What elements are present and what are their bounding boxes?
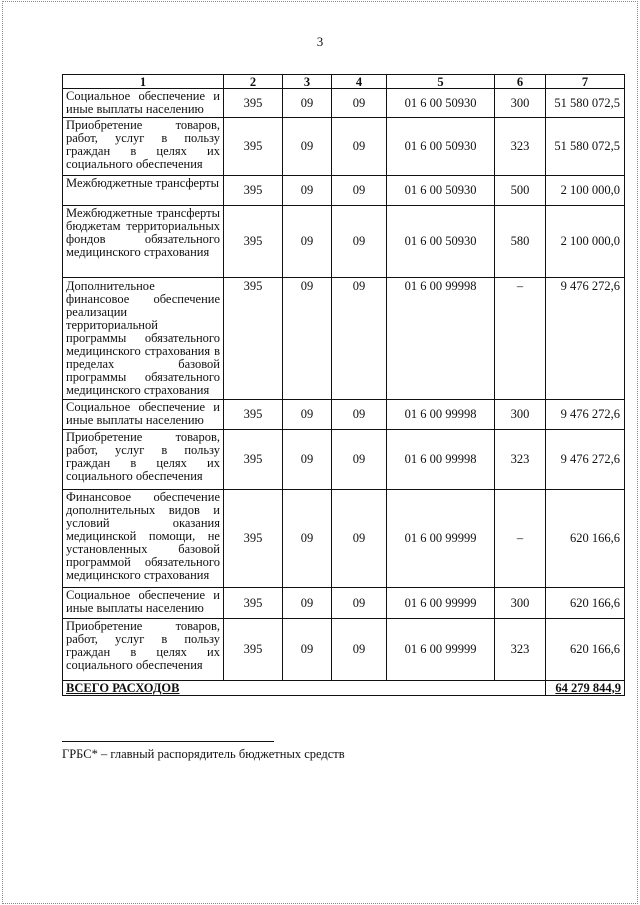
cell-expense-type: 500 bbox=[495, 176, 546, 206]
table-row bbox=[63, 430, 625, 490]
row-description: Социальное обеспечение и иные выплаты населению bbox=[63, 588, 224, 619]
budget-table bbox=[62, 74, 625, 696]
cell-amount: 620 166,6 bbox=[546, 490, 625, 588]
cell-subsection: 09 bbox=[332, 176, 387, 206]
cell-amount: 620 166,6 bbox=[546, 588, 625, 619]
cell-target-article: 01 6 00 50930 bbox=[387, 176, 495, 206]
cell-section: 09 bbox=[283, 588, 332, 619]
cell-subsection: 09 bbox=[332, 400, 387, 430]
table-row bbox=[63, 278, 625, 400]
cell-target-article: 01 6 00 99999 bbox=[387, 588, 495, 619]
table-row bbox=[63, 490, 625, 588]
cell-expense-type: – bbox=[495, 490, 546, 588]
cell-amount: 620 166,6 bbox=[546, 619, 625, 681]
cell-grbs: 395 bbox=[224, 118, 283, 176]
row-description: Межбюджетные трансферты бюджетам территориальных фондов обязательного медицинского страхования bbox=[63, 206, 224, 278]
cell-section: 09 bbox=[283, 176, 332, 206]
cell-target-article: 01 6 00 50930 bbox=[387, 89, 495, 118]
cell-amount: 9 476 272,6 bbox=[546, 430, 625, 490]
cell-target-article: 01 6 00 99998 bbox=[387, 278, 495, 400]
cell-subsection: 09 bbox=[332, 490, 387, 588]
cell-grbs: 395 bbox=[224, 278, 283, 400]
cell-expense-type: 580 bbox=[495, 206, 546, 278]
column-header: 1 bbox=[63, 75, 224, 89]
cell-grbs: 395 bbox=[224, 400, 283, 430]
cell-grbs: 395 bbox=[224, 619, 283, 681]
row-description: Межбюджетные трансферты bbox=[63, 176, 224, 206]
cell-amount: 9 476 272,6 bbox=[546, 400, 625, 430]
cell-expense-type: 300 bbox=[495, 89, 546, 118]
cell-target-article: 01 6 00 99998 bbox=[387, 430, 495, 490]
cell-subsection: 09 bbox=[332, 278, 387, 400]
column-header: 3 bbox=[283, 75, 332, 89]
cell-expense-type: 323 bbox=[495, 118, 546, 176]
row-description: Приобретение товаров, работ, услуг в пользу граждан в целях их социального обеспечения bbox=[63, 619, 224, 681]
cell-target-article: 01 6 00 99998 bbox=[387, 400, 495, 430]
cell-section: 09 bbox=[283, 89, 332, 118]
row-description: Социальное обеспечение и иные выплаты населению bbox=[63, 89, 224, 118]
cell-section: 09 bbox=[283, 490, 332, 588]
column-header: 7 bbox=[546, 75, 625, 89]
cell-grbs: 395 bbox=[224, 176, 283, 206]
table-row bbox=[63, 619, 625, 681]
cell-target-article: 01 6 00 50930 bbox=[387, 206, 495, 278]
cell-subsection: 09 bbox=[332, 89, 387, 118]
column-header: 4 bbox=[332, 75, 387, 89]
total-label: ВСЕГО РАСХОДОВ bbox=[63, 681, 546, 696]
row-description: Дополнительное финансовое обеспечение реализации территориальной программы обязательного медицинского страхования в пределах базовой программы обязательного медицинского страхования bbox=[63, 278, 224, 400]
cell-expense-type: 323 bbox=[495, 430, 546, 490]
table-row bbox=[63, 176, 625, 206]
cell-amount: 9 476 272,6 bbox=[546, 278, 625, 400]
cell-amount: 2 100 000,0 bbox=[546, 206, 625, 278]
cell-subsection: 09 bbox=[332, 206, 387, 278]
cell-expense-type: – bbox=[495, 278, 546, 400]
cell-grbs: 395 bbox=[224, 206, 283, 278]
cell-section: 09 bbox=[283, 278, 332, 400]
total-row bbox=[63, 681, 625, 696]
cell-section: 09 bbox=[283, 206, 332, 278]
cell-grbs: 395 bbox=[224, 490, 283, 588]
total-value: 64 279 844,9 bbox=[546, 681, 625, 696]
cell-section: 09 bbox=[283, 619, 332, 681]
cell-subsection: 09 bbox=[332, 118, 387, 176]
cell-amount: 2 100 000,0 bbox=[546, 176, 625, 206]
table-header-row bbox=[63, 75, 625, 89]
cell-section: 09 bbox=[283, 400, 332, 430]
table-row bbox=[63, 588, 625, 619]
cell-grbs: 395 bbox=[224, 430, 283, 490]
row-description: Приобретение товаров, работ, услуг в пользу граждан в целях их социального обеспечения bbox=[63, 118, 224, 176]
table-row bbox=[63, 89, 625, 118]
cell-section: 09 bbox=[283, 118, 332, 176]
cell-subsection: 09 bbox=[332, 588, 387, 619]
cell-subsection: 09 bbox=[332, 430, 387, 490]
cell-expense-type: 300 bbox=[495, 588, 546, 619]
table-row bbox=[63, 118, 625, 176]
cell-subsection: 09 bbox=[332, 619, 387, 681]
row-description: Приобретение товаров, работ, услуг в пользу граждан в целях их социального обеспечения bbox=[63, 430, 224, 490]
footnote-divider bbox=[62, 741, 274, 742]
cell-section: 09 bbox=[283, 430, 332, 490]
cell-target-article: 01 6 00 99999 bbox=[387, 619, 495, 681]
column-header: 2 bbox=[224, 75, 283, 89]
page-number: 3 bbox=[316, 34, 324, 49]
cell-expense-type: 300 bbox=[495, 400, 546, 430]
cell-amount: 51 580 072,5 bbox=[546, 118, 625, 176]
cell-grbs: 395 bbox=[224, 89, 283, 118]
cell-grbs: 395 bbox=[224, 588, 283, 619]
column-header: 5 bbox=[387, 75, 495, 89]
cell-expense-type: 323 bbox=[495, 619, 546, 681]
row-description: Социальное обеспечение и иные выплаты населению bbox=[63, 400, 224, 430]
footnote: ГРБС* – главный распорядитель бюджетных средств bbox=[62, 747, 345, 761]
table-row bbox=[63, 400, 625, 430]
table-row bbox=[63, 206, 625, 278]
cell-amount: 51 580 072,5 bbox=[546, 89, 625, 118]
cell-target-article: 01 6 00 99999 bbox=[387, 490, 495, 588]
column-header: 6 bbox=[495, 75, 546, 89]
cell-target-article: 01 6 00 50930 bbox=[387, 118, 495, 176]
row-description: Финансовое обеспечение дополнительных видов и условий оказания медицинской помощи, не установленных базовой программой обязательного медицинского страхования bbox=[63, 490, 224, 588]
